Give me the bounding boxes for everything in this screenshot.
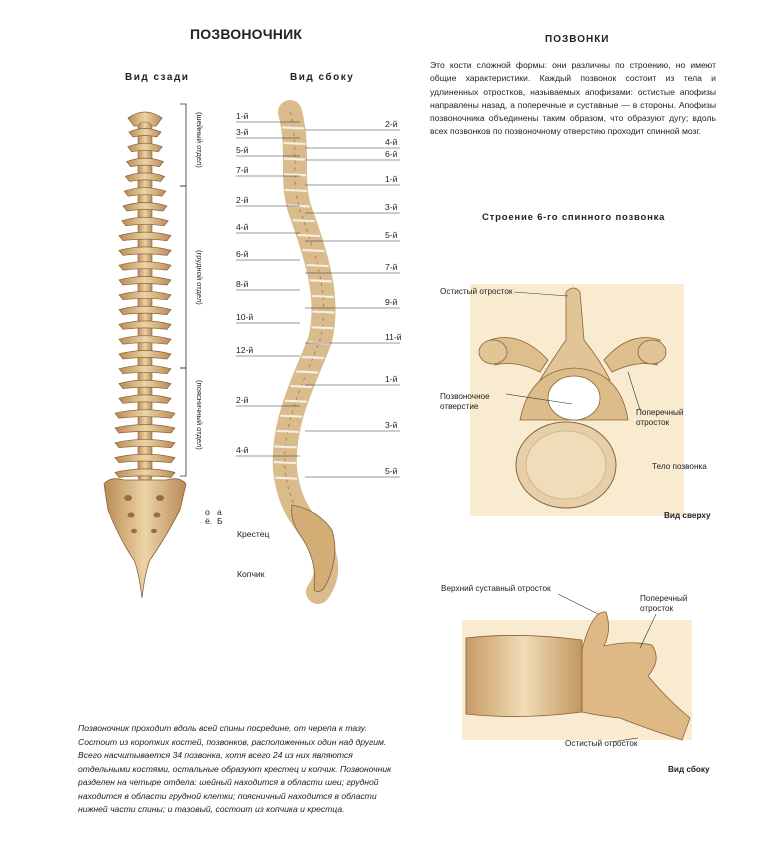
intervertebral-disc: [275, 478, 297, 479]
side-right-label: 1-й: [385, 374, 398, 384]
oa-label-1: о а: [205, 507, 222, 517]
back-vertebra: [127, 158, 164, 167]
back-vertebra: [115, 454, 175, 463]
side-right-label: 9-й: [385, 297, 398, 307]
section-cervical: (шейный отдел): [195, 112, 204, 168]
side-right-label: 3-й: [385, 420, 398, 430]
back-vertebra: [115, 425, 175, 434]
intervertebral-disc: [274, 462, 296, 463]
back-vertebra: [119, 262, 171, 271]
side-left-label: 1-й: [236, 111, 249, 121]
side-right-label: 7-й: [385, 262, 398, 272]
intervertebral-disc: [284, 143, 306, 144]
intervertebral-disc: [298, 235, 320, 236]
back-vertebra: [119, 232, 171, 241]
top-view-caption: Вид сверху: [664, 511, 711, 520]
intervertebral-disc: [284, 174, 306, 175]
vertebrae-text: Это кости сложной формы: они различны по строению, но имеют общие характеристики. Каждый позвонок состоит из тела и удлиненных отростков, называемых апофизами: остистые апофизы направлены назад, а поперечные и суставные — в стороны. Апофизы позвоночника объединены таким образом, что образуют дугу; вдоль всех позвонков по позвоночному отверстию проходит спинной мозг.: [430, 60, 716, 137]
back-vertebra: [115, 439, 175, 448]
back-vertebra: [119, 380, 171, 389]
side-left-label: 4-й: [236, 445, 249, 455]
coccyx-label: Копчик: [237, 569, 265, 579]
intervertebral-disc: [310, 280, 332, 281]
side-transverse-label: Поперечный отросток: [640, 594, 688, 613]
back-vertebra: [119, 395, 171, 404]
side-left-label: 4-й: [236, 222, 249, 232]
intervertebral-disc: [302, 357, 324, 358]
side-left-label: 7-й: [236, 165, 249, 175]
intervertebral-disc: [282, 127, 304, 128]
back-vertebra: [119, 336, 171, 345]
back-vertebra: [125, 173, 164, 182]
vertebral-body-label: Тело позвонка: [652, 462, 707, 471]
side-right-label: 5-й: [385, 466, 398, 476]
side-spinous-label: Остистый отросток: [565, 739, 638, 748]
structure-title: Строение 6-го спинного позвонка: [482, 212, 666, 223]
spine-side-view: [274, 112, 335, 592]
vertebrae-title: ПОЗВОНКИ: [545, 34, 610, 45]
intervertebral-disc: [296, 371, 318, 372]
vertebra-side-view: [462, 612, 692, 740]
side-left-label: 8-й: [236, 279, 249, 289]
transverse-process-label: Поперечный отросток: [636, 408, 684, 427]
spine-description: Позвоночник проходит вдоль всей спины посредине, от черепа к тазу. Состоит из коротких костей, позвонков, расположенных один над другим. Всего насчитывается 34 позвонка, хотя всего 24 из них являются отдельными костями, остальные образуют крестец и копчик. Позвоночник разделен на четыре отдела: шейный находится в области шеи; грудной находится в области грудной клетки; поясничный находится в области нижней части спины; и тазовый, состоит из копчика и крестца.: [78, 723, 392, 814]
side-left-label: 12-й: [236, 345, 254, 355]
back-vertebra: [124, 188, 166, 197]
back-vertebra: [119, 306, 171, 315]
side-left-label: 2-й: [236, 395, 249, 405]
back-vertebra: [122, 217, 168, 226]
side-right-label: 3-й: [385, 202, 398, 212]
side-left-label: 2-й: [236, 195, 249, 205]
intervertebral-disc: [280, 416, 302, 417]
back-vertebra: [119, 247, 171, 256]
intervertebral-disc: [311, 327, 333, 328]
oa-label-2: ё. Б: [205, 516, 223, 526]
sacrum-label: Крестец: [237, 529, 270, 539]
section-brackets: [180, 104, 186, 476]
back-vertebra: [115, 469, 175, 478]
back-vertebra: [119, 351, 171, 360]
side-right-label: 5-й: [385, 230, 398, 240]
intervertebral-disc: [313, 312, 335, 313]
back-vertebra: [119, 291, 171, 300]
side-left-label: 10-й: [236, 312, 254, 322]
intervertebral-disc: [290, 386, 312, 387]
page-title: ПОЗВОНОЧНИК: [190, 26, 303, 42]
back-vertebra: [115, 410, 175, 419]
back-view-label: Вид сзади: [125, 72, 190, 83]
section-lumbar: (поясничный отдел): [195, 380, 204, 450]
spinous-process-label: Остистый отросток: [440, 287, 513, 296]
back-vertebra: [128, 143, 162, 152]
side-right-label: 1-й: [385, 174, 398, 184]
side-left-label: 5-й: [236, 145, 249, 155]
spine-back-view: [104, 112, 186, 598]
side-view-caption: Вид сбоку: [668, 765, 710, 774]
superior-articular-label: Верхний суставный отросток: [441, 584, 551, 593]
back-vertebra: [119, 365, 171, 374]
intervertebral-disc: [312, 296, 334, 297]
intervertebral-disc: [307, 265, 329, 266]
intervertebral-disc: [284, 159, 306, 160]
intervertebral-disc: [277, 431, 299, 432]
back-vertebra: [129, 129, 161, 138]
side-view-label: Вид сбоку: [290, 72, 355, 83]
side-right-label: 4-й: [385, 137, 398, 147]
section-thoracic: (грудной отдел): [195, 250, 204, 305]
intervertebral-disc: [274, 446, 296, 447]
side-right-label: 6-й: [385, 149, 398, 159]
back-vertebra: [119, 321, 171, 330]
side-left-label: 6-й: [236, 249, 249, 259]
foramen-label: Позвоночное отверстие: [440, 392, 490, 411]
intervertebral-disc: [285, 401, 307, 402]
back-vertebra: [119, 277, 171, 286]
back-vertebra: [123, 203, 167, 212]
intervertebral-disc: [302, 250, 324, 251]
intervertebral-disc: [285, 190, 307, 191]
intervertebral-disc: [293, 220, 315, 221]
side-left-label: 3-й: [236, 127, 249, 137]
side-right-label: 11-й: [385, 332, 402, 342]
side-right-label: 2-й: [385, 119, 398, 129]
